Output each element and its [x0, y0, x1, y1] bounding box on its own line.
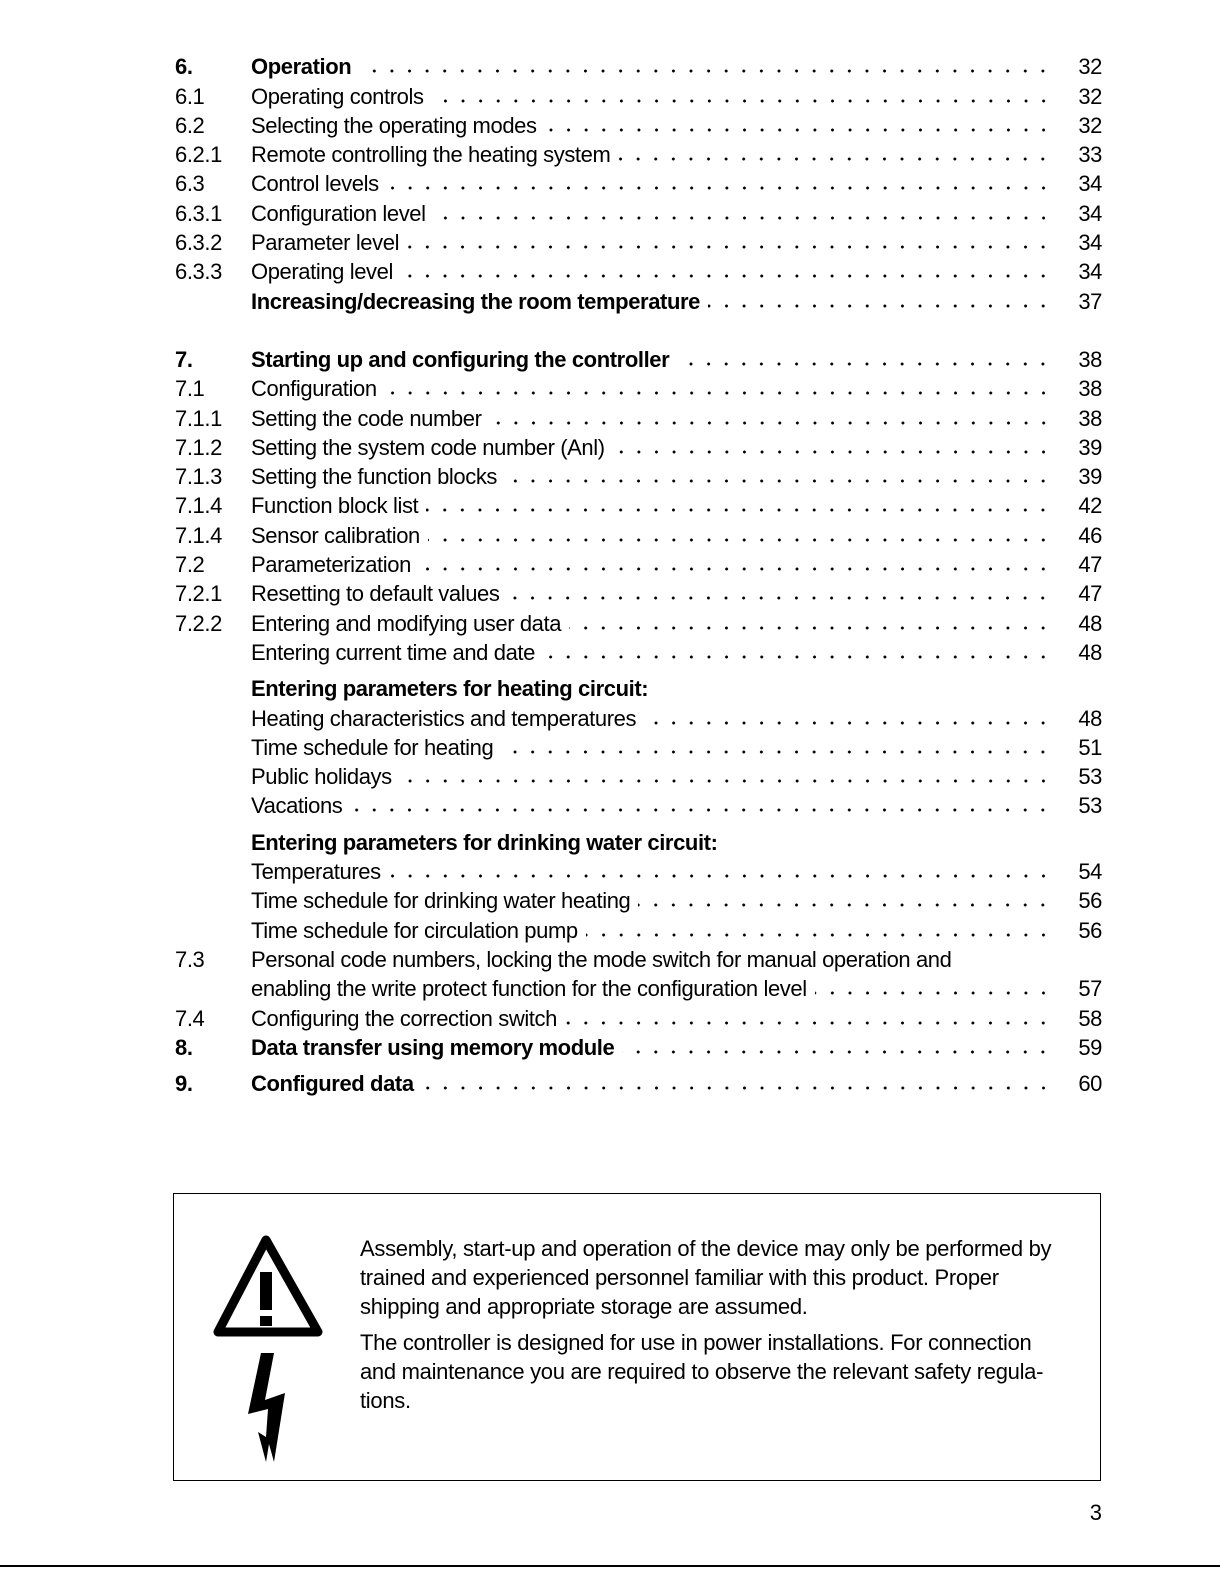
- toc-entry[interactable]: [175, 791, 1102, 820]
- toc-entry-page: 48: [1078, 639, 1102, 665]
- toc-entry-page: 38: [1078, 405, 1102, 431]
- toc-entry[interactable]: [175, 857, 1102, 886]
- toc-entry-title: Entering and modifying user data: [251, 610, 562, 636]
- toc-entry-title: Setting the code number: [251, 405, 482, 431]
- toc-entry-page: 33: [1078, 142, 1102, 168]
- toc-entry-number: 6.3.3: [175, 259, 222, 285]
- warning-triangle-icon: [218, 1240, 318, 1332]
- toc-entry-title-block: [251, 945, 1102, 1004]
- warning-paragraph-1: Assembly, start-up and operation of the device may only be performed by trained and experienced personnel familiar with this product. Proper shipping and appropriate storage are assumed.: [360, 1236, 1052, 1319]
- toc-entry-page: 37: [1078, 288, 1102, 314]
- toc-entry-page: 58: [1078, 1005, 1102, 1031]
- toc-subheading[interactable]: [175, 827, 1102, 856]
- toc-entry[interactable]: [175, 52, 1102, 81]
- toc-entry-title: Function block list: [251, 493, 419, 519]
- leader-dots: [401, 257, 1052, 286]
- leader-dots: [644, 704, 1052, 733]
- toc-entry[interactable]: [175, 286, 1102, 315]
- bottom-rule: [0, 1565, 1220, 1567]
- toc-entry-page: 34: [1078, 259, 1102, 285]
- toc-entry-title: Control levels: [251, 171, 379, 197]
- toc-group: [175, 52, 1102, 316]
- toc-entry-number: 7.2.1: [175, 581, 222, 607]
- toc-entry-title: Temperatures: [251, 859, 381, 885]
- leader-dots: [490, 404, 1052, 433]
- toc-entry[interactable]: [175, 915, 1102, 944]
- leader-dots: [426, 491, 1052, 520]
- leader-dots: [545, 111, 1052, 140]
- toc-entry-line2: [251, 974, 1102, 1003]
- leader-dots: [359, 52, 1052, 81]
- toc-entry-title: Vacations: [251, 793, 343, 819]
- toc-entry-number: 6.3: [175, 171, 205, 197]
- leader-dots: [565, 1004, 1052, 1033]
- toc-entry-page: 47: [1078, 581, 1102, 607]
- toc-entry[interactable]: [175, 1069, 1102, 1098]
- toc-entry[interactable]: [175, 1033, 1102, 1062]
- toc-entry-title: Time schedule for drinking water heating: [251, 888, 631, 914]
- toc-entry-page: 32: [1078, 83, 1102, 109]
- toc-entry[interactable]: [175, 608, 1102, 637]
- toc-entry-page: 38: [1078, 346, 1102, 372]
- toc-entry-page: 48: [1078, 705, 1102, 731]
- toc-entry-page: 47: [1078, 552, 1102, 578]
- toc-entry-number: 7.1.4: [175, 522, 222, 548]
- toc-entry-title: Time schedule for heating: [251, 734, 494, 760]
- toc-entry-title: Public holidays: [251, 764, 392, 790]
- toc-entry-page: 38: [1078, 376, 1102, 402]
- toc-entry-title: Remote controlling the heating system: [251, 142, 611, 168]
- toc-entry-page: 60: [1078, 1071, 1102, 1097]
- toc-entry[interactable]: [175, 111, 1102, 140]
- leader-dots: [618, 140, 1052, 169]
- toc-entry[interactable]: [175, 198, 1102, 227]
- toc-entry-title: Entering parameters for heating circuit:: [251, 676, 649, 702]
- toc-entry-page: 59: [1078, 1034, 1102, 1060]
- toc-entry-title: Configuration: [251, 376, 377, 402]
- leader-dots: [400, 762, 1052, 791]
- toc-group: [175, 1033, 1102, 1099]
- leader-dots: [638, 886, 1052, 915]
- leader-dots: [387, 169, 1052, 198]
- toc-entry-title: Time schedule for circulation pump: [251, 917, 578, 943]
- toc-entry[interactable]: [175, 403, 1102, 432]
- toc-entry-number: 9.: [175, 1071, 193, 1097]
- toc-entry-page: 54: [1078, 859, 1102, 885]
- leader-dots: [419, 550, 1052, 579]
- toc-entry-title: Starting up and configuring the controller: [251, 346, 670, 372]
- toc-entry-title: Setting the function blocks: [251, 464, 498, 490]
- toc-entry-title: Personal code numbers, locking the mode switch for manual operation and: [251, 946, 952, 972]
- toc-entry[interactable]: [175, 345, 1102, 374]
- toc-entry-title: Setting the system code number (Anl): [251, 434, 605, 460]
- toc-entry[interactable]: [175, 140, 1102, 169]
- toc-entry-number: 8.: [175, 1034, 193, 1060]
- toc-entry-page: 56: [1078, 917, 1102, 943]
- toc-entry-title: Resetting to default values: [251, 581, 500, 607]
- leader-dots: [505, 462, 1052, 491]
- toc-entry[interactable]: [175, 1003, 1102, 1032]
- toc-entry[interactable]: [175, 945, 1102, 1004]
- toc-entry-title: Operation: [251, 54, 352, 80]
- toc-entry[interactable]: [175, 257, 1102, 286]
- toc-entry-number: 7.1.2: [175, 434, 222, 460]
- toc-entry-page: 34: [1078, 200, 1102, 226]
- leader-dots: [613, 433, 1052, 462]
- toc-entry-title-continued: enabling the write protect function for the configuration level: [251, 976, 807, 1002]
- toc-entry[interactable]: [175, 520, 1102, 549]
- leader-dots: [389, 857, 1052, 886]
- toc-entry-title: Configuring the correction switch: [251, 1005, 557, 1031]
- toc-entry-title: Sensor calibration: [251, 522, 420, 548]
- safety-warning-box: [173, 1193, 1101, 1481]
- toc-entry[interactable]: [175, 169, 1102, 198]
- toc-entry-title: Configuration level: [251, 200, 426, 226]
- toc-subheading[interactable]: [175, 674, 1102, 703]
- warning-icons: [210, 1232, 326, 1467]
- toc-entry[interactable]: [175, 374, 1102, 403]
- toc-entry-title: Entering current time and date: [251, 639, 535, 665]
- toc-entry-number: 7.1.4: [175, 493, 222, 519]
- leader-dots: [501, 733, 1052, 762]
- leader-dots: [432, 82, 1052, 111]
- toc-entry[interactable]: [175, 579, 1102, 608]
- leader-dots: [507, 579, 1052, 608]
- toc-entry[interactable]: [175, 81, 1102, 110]
- toc-entry-title: Data transfer using memory module: [251, 1034, 615, 1060]
- leader-dots: [422, 1069, 1052, 1098]
- table-of-contents: [175, 52, 1102, 1098]
- toc-entry[interactable]: [175, 228, 1102, 257]
- toc-entry[interactable]: [175, 433, 1102, 462]
- leader-dots: [543, 638, 1052, 667]
- toc-entry-number: 7.1: [175, 376, 205, 402]
- toc-entry-number: 7.4: [175, 1005, 205, 1031]
- toc-entry-number: 6.: [175, 54, 193, 80]
- toc-entry-number: 7.1.1: [175, 405, 222, 431]
- toc-entry-number: 7.2: [175, 552, 205, 578]
- toc-entry-page: 57: [1078, 976, 1102, 1002]
- lightning-bolt-icon: [248, 1353, 285, 1462]
- toc-group: [175, 345, 1102, 1033]
- toc-entry-number: 7.3: [175, 946, 205, 972]
- toc-entry[interactable]: [175, 886, 1102, 915]
- toc-entry-title: Selecting the operating modes: [251, 112, 537, 138]
- leader-dots: [569, 609, 1052, 638]
- leader-dots: [622, 1033, 1052, 1062]
- toc-entry[interactable]: [175, 638, 1102, 667]
- toc-entry-page: 39: [1078, 434, 1102, 460]
- toc-entry-page: 42: [1078, 493, 1102, 519]
- toc-entry-title: Operating controls: [251, 83, 424, 109]
- toc-entry-title: Increasing/decreasing the room temperature: [251, 288, 701, 314]
- toc-entry[interactable]: [175, 491, 1102, 520]
- page-number: 3: [1089, 1500, 1102, 1525]
- toc-entry-number: 7.: [175, 346, 193, 372]
- toc-entry-title: Operating level: [251, 259, 393, 285]
- toc-entry-page: 51: [1078, 734, 1102, 760]
- toc-entry[interactable]: [175, 733, 1102, 762]
- toc-entry-page: 32: [1078, 54, 1102, 80]
- toc-entry-page: 34: [1078, 230, 1102, 256]
- toc-entry[interactable]: [175, 703, 1102, 732]
- toc-entry-number: 6.3.2: [175, 230, 222, 256]
- toc-entry-number: 6.1: [175, 83, 205, 109]
- warning-paragraph-2: The controller is designed for use in power installations. For connection and maintenance you are required to observe the relevant safety regula-tions.: [360, 1330, 1044, 1413]
- toc-entry-title: Entering parameters for drinking water circuit:: [251, 829, 718, 855]
- leader-dots: [350, 791, 1052, 820]
- leader-dots: [677, 345, 1052, 374]
- toc-entry-number: 7.2.2: [175, 610, 222, 636]
- toc-entry-title: Parameterization: [251, 552, 411, 578]
- toc-entry-page: 34: [1078, 171, 1102, 197]
- toc-entry-page: 32: [1078, 112, 1102, 138]
- leader-dots: [428, 521, 1052, 550]
- leader-dots: [385, 374, 1052, 403]
- toc-entry[interactable]: [175, 550, 1102, 579]
- leader-dots: [708, 287, 1052, 316]
- toc-entry-page: 56: [1078, 888, 1102, 914]
- toc-entry-page: 48: [1078, 610, 1102, 636]
- toc-entry-page: 39: [1078, 464, 1102, 490]
- leader-dots: [586, 916, 1052, 945]
- leader-dots: [815, 974, 1052, 1003]
- toc-entry[interactable]: [175, 762, 1102, 791]
- toc-entry-title: Parameter level: [251, 230, 400, 256]
- toc-entry-number: 6.2.1: [175, 142, 222, 168]
- toc-entry-number: 7.1.3: [175, 464, 222, 490]
- toc-entry-page: 53: [1078, 764, 1102, 790]
- leader-dots: [434, 199, 1052, 228]
- toc-entry-title: Heating characteristics and temperatures: [251, 705, 637, 731]
- toc-entry[interactable]: [175, 462, 1102, 491]
- toc-entry-number: 6.2: [175, 112, 205, 138]
- toc-entry-number: 6.3.1: [175, 200, 222, 226]
- toc-entry-page: 53: [1078, 793, 1102, 819]
- leader-dots: [407, 228, 1052, 257]
- toc-entry-page: 46: [1078, 522, 1102, 548]
- toc-entry-title: Configured data: [251, 1071, 414, 1097]
